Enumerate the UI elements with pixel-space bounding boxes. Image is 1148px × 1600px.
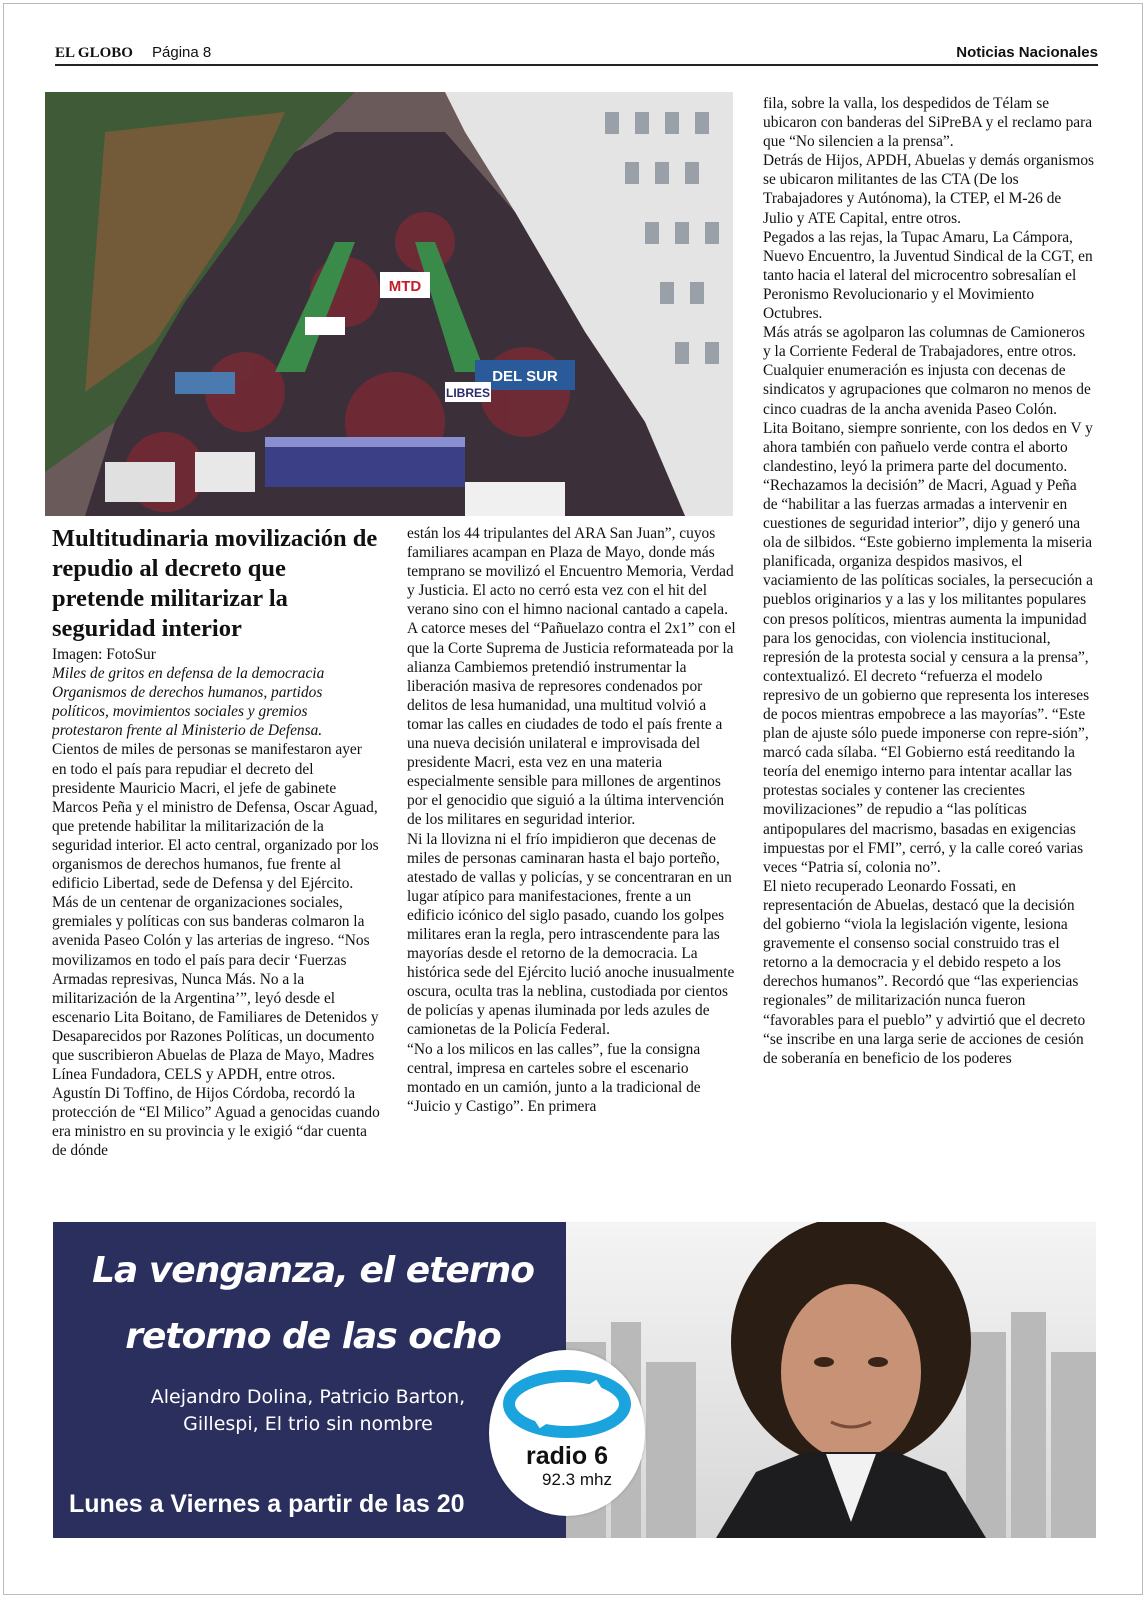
- radio-frequency: 92.3 mhz: [542, 1470, 612, 1489]
- article-paragraph: Lita Boitano, siempre sonriente, con los dedos en V y ahora también con pañuelo verde contra el aborto clandestino, leyó la primera parte del documento. “Rechazamos la decisión” de Macri, Aguad y Peña de “habilitar a las fuerzas armadas a intervenir en cuestiones de seguridad interior”, dijo y generó una ola de silbidos. “Este gobierno implementa la miseria planificada, organiza despidos masivos, el vaciamiento de las políticas sociales, la persecución a pueblos originarios y a las y los militantes populares con presos políticos, mientras aumenta la impunidad para los genocidas, con violencia institucional, represión de la protesta social y censura a la prensa”, contextualizó. El decreto “refuerza el modelo represivo de un gobierno que representa los intereses de pocos mientras empobrece a las mayorías”. “Este plan de ajuste sólo puede imponerse con repre-sión”, marcó cada sílaba. “El Gobierno está reeditando la teoría del enemigo interno para intentar acallar las protestas sociales y contener las crecientes movilizaciones” de repudio a “las políticas antipopulares del macrismo, basadas en exigencias impuestas por el FMI”, cerró, y la calle coreó varias veces “Patria sí, colonia no”.: [763, 419, 1093, 876]
- ad-artists: [93, 1384, 523, 1438]
- section-name: Noticias Nacionales: [956, 44, 1098, 61]
- banner-text-3: LIBRES: [445, 386, 491, 400]
- ad-title-line-2: retorno de las ocho: [125, 1316, 501, 1357]
- ad-title-line-1: La venganza, el eterno: [92, 1250, 534, 1291]
- article-paragraph: Pegados a las rejas, la Tupac Amaru, La Cámpora, Nuevo Encuentro, la Juventud Sindical de la CGT, en tanto hacia el lateral del microcentro sobresalían el Peronismo Revolucionario y el Movimiento Octubres.: [763, 228, 1093, 323]
- article-paragraph: fila, sobre la valla, los despedidos de Télam se ubicaron con banderas del SiPreBA y el reclamo para que “No silencien a la prensa”.: [763, 95, 1093, 151]
- photo-credit: Imagen: FotoSur: [52, 646, 156, 663]
- ad-photo-panel: [566, 1222, 1096, 1538]
- article-paragraph: Detrás de Hijos, APDH, Abuelas y demás organismos se ubicaron militantes de las CTA (De los Trabajadores y Autónoma), la CTEP, el M-26 de Julio y ATE Capital, entre otros.: [763, 152, 1095, 227]
- article-paragraph: están los 44 tripulantes del ARA San Juan”, cuyos familiares acampan en Plaza de Mayo, donde más temprano se movilizó el Encuentro Memoria, Verdad y Justicia. El acto no cerró esta vez con el hit del verano sino con el himno nacional cantado a capela.: [407, 525, 734, 619]
- newspaper-name: EL GLOBO: [55, 45, 133, 61]
- host-portrait-illustration: [566, 1222, 1096, 1538]
- article-paragraph: Más atrás se agolparon las columnas de Camioneros y la Corriente Federal de Trabajadores, entre otros. Cualquier enumeración es injusta con decenas de sindicatos y agrupaciones que colmaron no menos de cinco cuadras de la ancha avenida Paseo Colón.: [763, 324, 1091, 418]
- article-paragraph: Cientos de miles de personas se manifestaron ayer en todo el país para repudiar el decreto del presidente Mauricio Macri, el jefe de gabinete Marcos Peña y el ministro de Defensa, Oscar Aguad, que pretende habilitar la militarización de la seguridad interior. El acto central, organizado por los organismos de derechos humanos, fue frente al edificio Libertad, sede de Defensa y del Ejército. Más de un centenar de organizaciones sociales, gremiales y políticas con sus banderas colmaron la avenida Paseo Colón y las arterias de ingreso. “Nos movilizamos en todo el país para decir ‘Fuerzas Armadas represivas, Nunca Más. No a la militarización de la Argentina’”, leyó desde el escenario Lita Boitano, de Familiares de Detenidos y Desaparecidos por Razones Políticas, un documento que suscribieron Abuelas de Plaza de Mayo, Madres Línea Fundadora, CELS y APDH, entre otros. Agustín Di Toffino, de Hijos Córdoba, recordó la protección de “El Milico” Aguad a genocidas cuando era ministro en su provincia y le exigió “dar cuenta de dónde: [52, 741, 380, 1160]
- page-number: Página 8: [152, 44, 212, 61]
- article-lead: Miles de gritos en defensa de la democracia Organismos de derechos humanos, partidos políticos, movimientos sociales y gremios protestaron frente al Ministerio de Defensa.: [52, 665, 325, 740]
- article-paragraph: “No a los milicos en las calles”, fue la consigna central, impresa en carteles sobre el escenario montado en un camión, junto a la tradicional de “Juicio y Castigo”. En primera: [407, 1040, 701, 1115]
- radio-logo: [489, 1350, 645, 1516]
- article-paragraph: Ni la llovizna ni el frío impidieron que decenas de miles de personas caminaran hasta el bajo porteño, atestado de vallas y policías, y se concentraran en un lugar atípico para manifestaciones, frente a un edificio icónico del siglo pasado, cuando los golpes militares eran la regla, pero intrascendente para las mayorías desde el retorno de la democracia. La histórica sede del Ejército lució anoche inusualmente oscura, oculta tras la neblina, custodiada por cientos de policías y apenas iluminada por leds azules de camionetas de la Policía Federal.: [407, 830, 735, 1039]
- page-header: [55, 42, 1098, 66]
- article-column-1: [52, 524, 380, 1212]
- article-column-2: [407, 524, 737, 1214]
- radio-logo-icon: [489, 1356, 645, 1446]
- ad-schedule: Lunes a Viernes a partir de las 20: [69, 1490, 465, 1518]
- article-column-3: [763, 94, 1095, 1212]
- article-paragraph: A catorce meses del “Pañuelazo contra el 2x1” con el que la Corte Suprema de Justicia reformateada por la alianza Cambiemos pretendió instrumentar la liberación masiva de represores condenados por delitos de lesa humanidad, una multitud volvió a tomar las calles en ciudades de todo el país frente a una nueva decisión unilateral e improvisada del presidente Macri, esta vez en una materia especialmente sensible para millones de argentinos por el genocidio que siguió a la última intervención de los militares en seguridad interior.: [407, 620, 736, 829]
- protest-photo-illustration: [45, 92, 733, 516]
- article-paragraph: El nieto recuperado Leonardo Fossati, en representación de Abuelas, destacó que la decisión del gobierno “viola la legislación vigente, lesiona gravemente el consenso social construido tras el retorno a la democracia y el debido respeto a los derechos humanos”. Recordó que “las experiencias regionales” de militarización nunca fueron “favorables para el pueblo” y advirtió que el decreto “se inscribe en una larga serie de acciones de cesión de soberanía en beneficio de los poderes: [763, 877, 1086, 1067]
- banner-text-1: MTD: [388, 278, 422, 295]
- article-headline: Multitudinaria movilización de repudio al decreto que pretende militarizar la seguridad interior: [52, 525, 378, 642]
- protest-photo: [45, 92, 733, 516]
- radio-name: radio 6: [526, 1442, 608, 1470]
- radio-advertisement: [53, 1222, 1096, 1538]
- banner-text-2: DEL SUR: [492, 368, 558, 385]
- ad-title: [73, 1238, 553, 1370]
- ad-artists-line-2: Gillespi, El trio sin nombre: [183, 1413, 433, 1435]
- ad-artists-line-1: Alejandro Dolina, Patricio Barton,: [150, 1386, 466, 1408]
